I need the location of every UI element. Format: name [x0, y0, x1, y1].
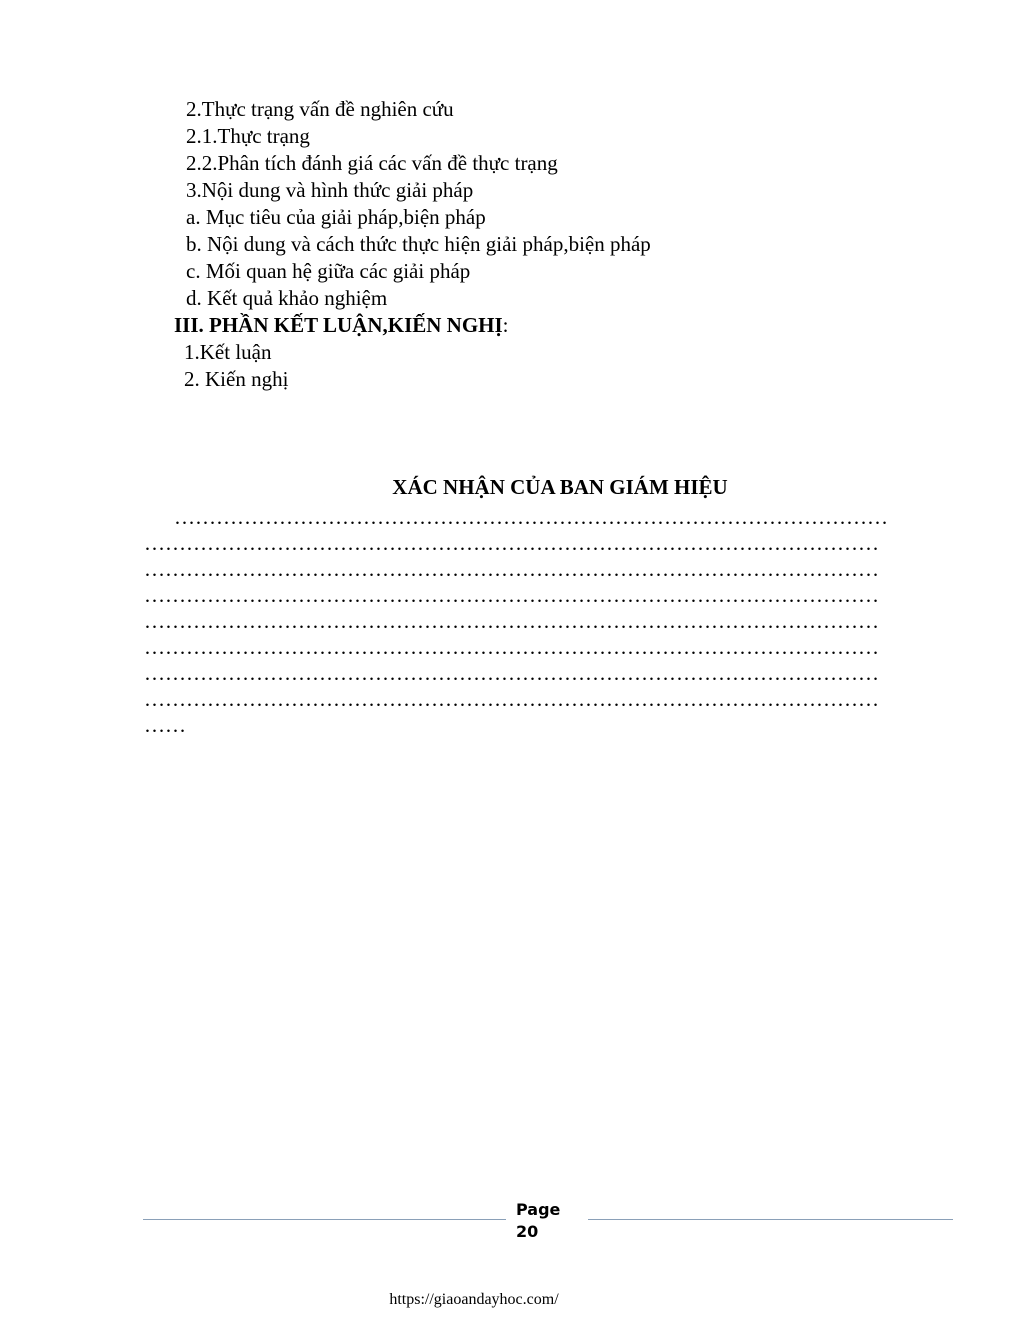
outline-item: c. Mối quan hệ giữa các giải pháp — [186, 259, 471, 283]
section-heading-text: III. PHẦN KẾT LUẬN,KIẾN NGHỊ — [174, 313, 503, 337]
dotted-line: …………………………………………………………………………………………… — [144, 583, 879, 607]
footer-divider-left — [143, 1219, 506, 1220]
confirmation-title: XÁC NHẬN CỦA BAN GIÁM HIỆU — [392, 475, 728, 499]
outline-sub-item: 1.Kết luận — [184, 340, 272, 364]
section-heading — [174, 312, 509, 339]
dotted-line: …………………………………………………………………………………………… — [144, 557, 879, 581]
outline-item: a. Mục tiêu của giải pháp,biện pháp — [186, 205, 486, 229]
section-heading-colon: : — [502, 313, 509, 337]
footer-url: https://giaoandayhoc.com/ — [389, 1291, 559, 1308]
dotted-line: …………………………………………………………………………………………… — [144, 531, 879, 555]
dotted-line: ………………………………………………………………………………………… — [174, 505, 888, 529]
outline-item: 3.Nội dung và hình thức giải pháp — [186, 178, 474, 202]
outline-item: 2.2.Phân tích đánh giá các vấn đề thực trạng — [186, 151, 558, 175]
dotted-line: …………………………………………………………………………………………… — [144, 687, 879, 711]
page-number: 20 — [516, 1222, 539, 1241]
page-label: Page — [516, 1200, 561, 1219]
outline-item: d. Kết quả khảo nghiệm — [186, 286, 388, 310]
dotted-line: …………………………………………………………………………………………… — [144, 609, 879, 633]
dotted-line: …………………………………………………………………………………………… — [144, 661, 879, 685]
outline-item: 2.1.Thực trạng — [186, 124, 310, 148]
outline-sub-item: 2. Kiến nghị — [184, 367, 289, 391]
outline-item: 2.Thực trạng vấn đề nghiên cứu — [186, 97, 454, 121]
dotted-line: …………………………………………………………………………………………… — [144, 635, 879, 659]
footer-divider-right — [588, 1219, 953, 1220]
dotted-line: …… — [144, 713, 186, 737]
outline-item: b. Nội dung và cách thức thực hiện giải pháp,biện pháp — [186, 232, 651, 256]
